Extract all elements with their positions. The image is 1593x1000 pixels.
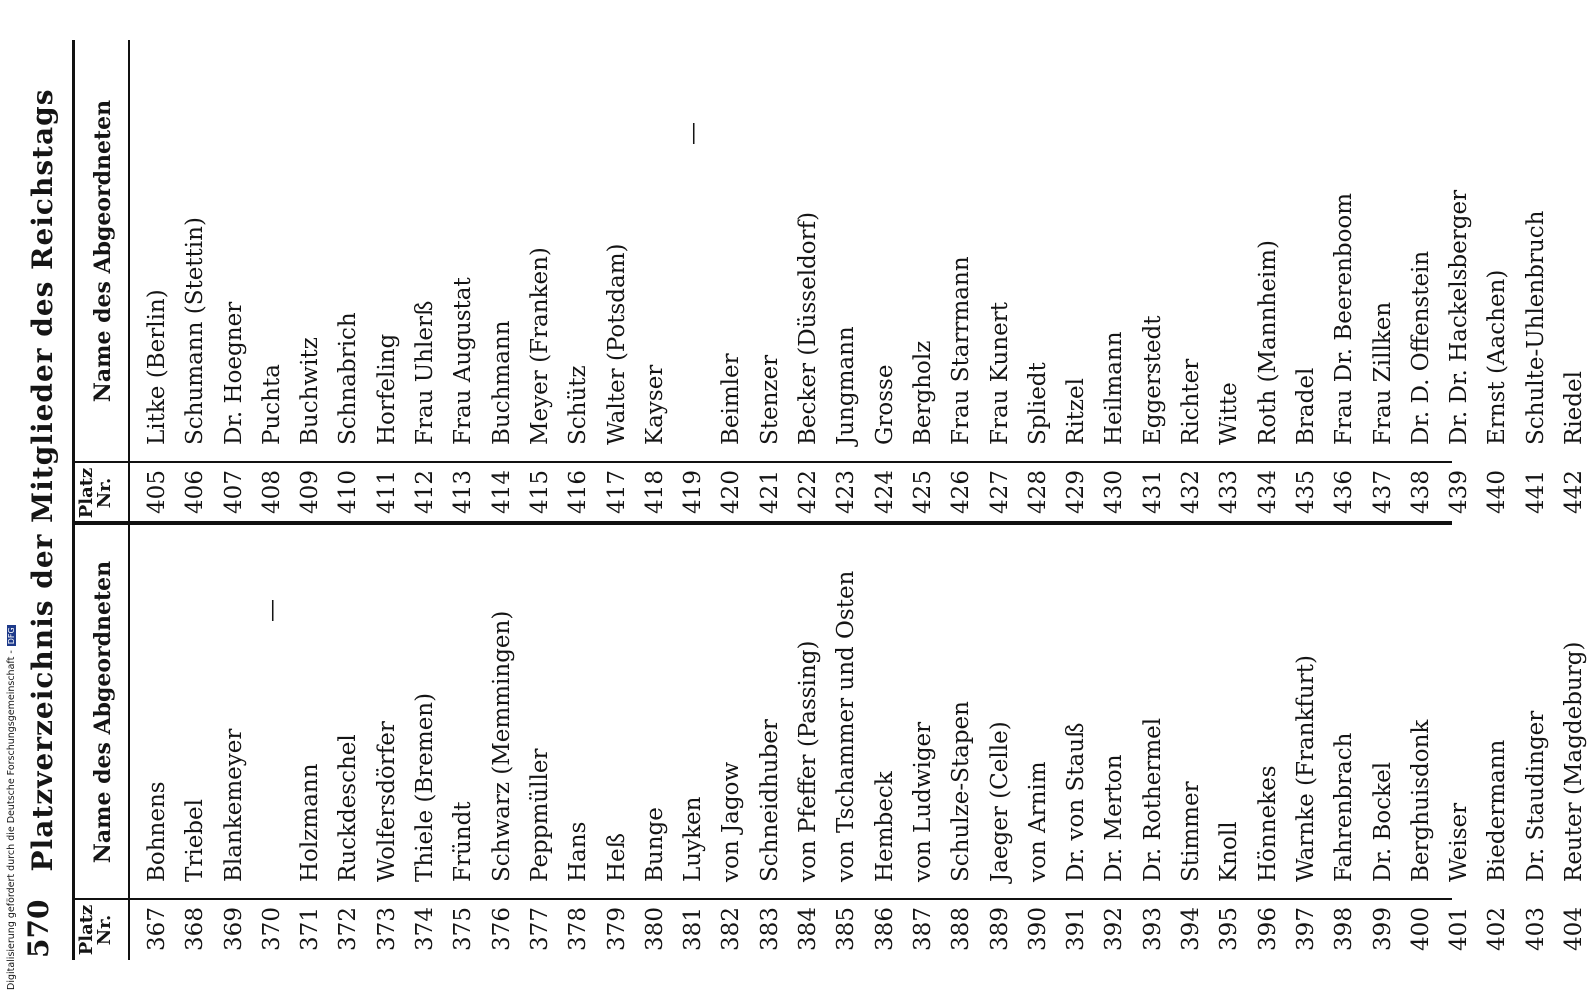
member-name: Witte [1216,382,1243,445]
member-name: Peppmüller [526,748,553,882]
member-name: Puchta [258,364,285,445]
member-name: Blankemeyer [220,728,247,882]
member-name: von Pfeffer (Passing) [795,640,822,882]
seat-number: 410 [335,470,362,514]
digitization-text: Digitalisierung gefördert durch die Deutsche Forschungsgemeinschaft - [6,650,17,990]
seat-number: 422 [795,470,822,514]
member-name: Ruckdeschel [335,734,362,882]
member-name: Jaeger (Celle) [986,721,1013,882]
header-nr-line2: Nr. [94,477,115,509]
member-name: Stimmer [1178,781,1205,882]
page-number: 570 [22,899,55,958]
seat-number: 428 [1024,470,1051,514]
header-nr-right [78,463,114,523]
member-name: Schütz [565,365,592,445]
seat-number: 367 [144,907,170,951]
member-name: Holzmann [297,763,324,882]
member-name: Heilmann [1101,331,1128,445]
seat-number: 407 [220,470,247,514]
member-name: Meyer (Franken) [526,247,553,445]
member-name: Triebel [182,799,209,882]
member-name: von Arnim [1024,761,1051,882]
seat-number: 432 [1178,470,1205,514]
member-name: von Tschammer und Osten [833,570,860,882]
member-name: Eggerstedt [1139,315,1166,445]
member-name: Schnabrich [335,312,362,445]
member-name: Dr. Bockel [1369,761,1396,882]
member-name: Fahrenbrach [1331,732,1358,882]
seat-number: 416 [565,470,592,514]
member-name: Schumann (Stettin) [182,217,209,445]
member-name: Riedel [1560,371,1587,445]
seat-number: 368 [182,907,209,951]
member-name: Dr. Staudinger [1522,710,1549,882]
left-number-column [138,900,1593,958]
member-name: Knoll [1216,821,1243,882]
member-name: Bunge [641,807,668,882]
seat-number: 372 [335,907,362,951]
seat-number: 411 [373,470,400,514]
member-name: Wolfersdörfer [373,721,400,882]
seat-number: 400 [1407,907,1434,951]
member-name: Biedermann [1484,739,1511,882]
member-name: Luyken [680,796,707,882]
header-rule [128,40,130,960]
seat-number: 414 [488,470,515,514]
member-name: Frau Kunert [986,302,1013,445]
member-name: Reuter (Magdeburg) [1560,641,1587,882]
seat-number: 441 [1522,470,1549,514]
top-rule [72,40,75,960]
member-name: Frau Dr. Beerenboom [1331,192,1358,445]
seat-number: 436 [1331,470,1358,514]
member-name: Warnke (Frankfurt) [1292,655,1319,882]
member-name: Berghuisdonk [1407,719,1434,882]
member-name: Richter [1178,358,1205,445]
member-name: Hembeck [871,771,898,882]
seat-number: 370 [258,907,285,951]
vacant-seat-dash: — [680,122,707,145]
member-name: Heß [603,832,630,882]
dfg-logo-icon: DFG [7,627,16,645]
seat-number: 418 [641,470,668,514]
seat-number: 413 [450,470,477,514]
seat-number: 440 [1484,470,1511,514]
column-divider [72,521,1452,525]
member-name: Buchmann [488,320,515,445]
seat-number: 417 [603,470,630,514]
seat-number: 438 [1407,470,1434,514]
seat-number: 405 [144,470,170,514]
seat-number: 385 [833,907,860,951]
member-name: Hans [565,821,592,882]
seat-number: 399 [1369,907,1396,951]
member-name: Buchwitz [297,337,324,445]
seat-number: 369 [220,907,247,951]
member-name: Roth (Mannheim) [1254,240,1281,445]
member-name: Spliedt [1024,362,1051,445]
seat-number: 433 [1216,470,1243,514]
member-name: Hönnekes [1254,765,1281,882]
member-name: Walter (Potsdam) [603,243,630,445]
member-name: Dr. Dr. Hackelsberger [1446,189,1473,445]
right-number-column [138,463,1593,521]
seat-number: 379 [603,907,630,951]
member-name: Becker (Düsseldorf) [795,211,822,445]
member-name: Schwarz (Memmingen) [488,610,515,882]
digitization-note [6,625,17,990]
seat-number: 375 [450,907,477,951]
seat-number: 439 [1446,470,1473,514]
header-nr-line2: Nr. [94,914,115,946]
seat-number: 429 [1063,470,1090,514]
member-name: Kayser [641,364,668,445]
seat-number: 383 [756,907,783,951]
member-name: Frau Augustat [450,277,477,445]
seat-number: 384 [795,907,822,951]
seat-number: 421 [756,470,783,514]
seat-number: 390 [1024,907,1051,951]
seat-number: 371 [297,907,324,951]
seat-number: 374 [412,907,439,951]
seat-number: 425 [909,470,936,514]
member-name: Jungmann [833,326,860,445]
member-name: Dr. Rothermel [1139,717,1166,882]
seat-number: 442 [1560,470,1587,514]
member-name: Litke (Berlin) [144,289,170,445]
seat-number: 402 [1484,907,1511,951]
header-nr-line1: Platz [76,904,97,956]
seat-number: 434 [1254,470,1281,514]
header-nr-left [78,900,114,960]
member-name: Frau Zillken [1369,301,1396,445]
member-name: von Ludwiger [909,721,936,882]
seat-number: 396 [1254,907,1281,951]
right-name-column [138,45,1593,445]
seat-number: 427 [986,470,1013,514]
member-name: Stenzer [756,354,783,445]
seat-number: 401 [1446,907,1473,951]
member-name: Bradel [1292,367,1319,445]
seat-number: 419 [680,470,707,514]
seat-number: 387 [909,907,936,951]
seat-number: 435 [1292,470,1319,514]
seat-number: 409 [297,470,324,514]
member-name: Dr. von Stauß [1063,722,1090,882]
seat-number: 420 [718,470,745,514]
seat-number: 406 [182,470,209,514]
member-name: Dr. D. Offenstein [1407,250,1434,445]
member-name: Frau Starrmann [948,256,975,445]
seat-number: 393 [1139,907,1166,951]
member-name: Weiser [1446,802,1473,882]
member-name: Dr. Hoegner [220,301,247,445]
seat-number: 430 [1101,470,1128,514]
seat-number: 397 [1292,907,1319,951]
seat-number: 408 [258,470,285,514]
seat-number: 424 [871,470,898,514]
header-name-right: Name des Abgeordneten [90,99,116,403]
page-title: Platzverzeichnis der Mitglieder des Reichstags [26,88,59,872]
seat-number: 426 [948,470,975,514]
header-name-left: Name des Abgeordneten [90,560,116,864]
seat-number: 388 [948,907,975,951]
seat-number: 398 [1331,907,1358,951]
seat-number: 380 [641,907,668,951]
member-name: Ernst (Aachen) [1484,269,1511,445]
seat-number: 381 [680,907,707,951]
member-name: Schulte-Uhlenbruch [1522,210,1549,445]
seat-number: 404 [1560,907,1587,951]
seat-number: 403 [1522,907,1549,951]
member-name: Schulze-Stapen [948,701,975,882]
vacant-seat-dash: — [258,599,285,622]
seat-number: 377 [526,907,553,951]
seat-number: 395 [1216,907,1243,951]
member-name: von Jagow [718,761,745,882]
member-name: Grosse [871,364,898,445]
seat-number: 392 [1101,907,1128,951]
seat-number: 394 [1178,907,1205,951]
seat-number: 389 [986,907,1013,951]
member-name: Horfeling [373,333,400,445]
member-name: Bergholz [909,340,936,445]
header-nr-line1: Platz [76,467,97,519]
seat-number: 391 [1063,907,1090,951]
seat-number: 378 [565,907,592,951]
member-name: Dr. Merton [1101,754,1128,882]
member-name: Ritzel [1063,377,1090,445]
member-name: Beimler [718,353,745,445]
seat-number: 386 [871,907,898,951]
member-name: Bohnens [144,781,170,882]
seat-number: 373 [373,907,400,951]
seat-number: 412 [412,470,439,514]
seat-number: 431 [1139,470,1166,514]
seat-number: 437 [1369,470,1396,514]
left-name-column [138,527,1593,882]
member-name: Fründt [450,801,477,882]
seat-number: 376 [488,907,515,951]
member-name: Schneidhuber [756,719,783,882]
seat-number: 415 [526,470,553,514]
seat-number: 423 [833,470,860,514]
member-name: Frau Uhlerß [412,300,439,445]
seat-number: 382 [718,907,745,951]
member-name: Thiele (Bremen) [412,692,439,882]
